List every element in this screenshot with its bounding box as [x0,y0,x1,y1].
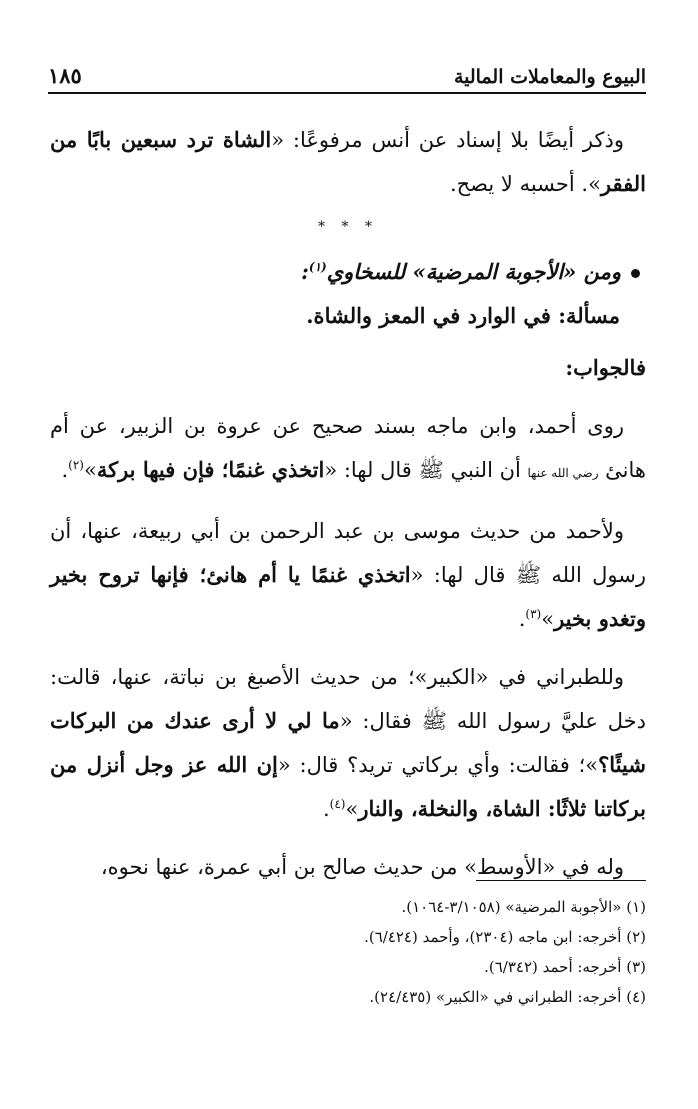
paragraph-3: ولأحمد من حديث موسى بن عبد الرحمن بن أبي ربيعة، عنها، أن رسول الله ﷺ قال لها: «اتخذي غنمًا يا أم هانئ؛ فإنها تروح بخير وتغدو بخير»$^{(٣)}$. [50,519,647,631]
hadith-quote: ما لي لا أرى عندك من البركات شيئًا؟ [50,708,646,777]
footnote-ref: (١) [308,260,327,274]
paragraph-1 [50,118,646,206]
honorific: ﷺ [421,709,448,733]
footnote-separator [476,880,646,881]
paragraph-4: وللطبراني في «الكبير»؛ من حديث الأصبغ بن نباتة، عنها، قالت: دخل عليَّ رسول الله ﷺ فقال: «ما لي لا أرى عندك من البركات شيئًا؟»؛ فقالت: وأي بركاتي تريد؟ قال: «إن الله عز وجل أنزل من بركاتنا ثلاثًا: الشاة، والنخلة، والنار»$^{(٤)}$. [50,665,646,821]
honorific: ﷺ [418,458,444,482]
text-span: ومن «الأجوبة المرضية» للسخاوي [326,259,621,284]
text-span: وللطبراني في «الكبير»؛ من حديث الأصبغ بن نباتة، عنها، قالت: دخل عليَّ رسول الله [50,665,646,733]
footnote-2: (٢) أخرجه: ابن ماجه (٢٣٠٤)، وأحمد (٦/٤٢٤). [364,928,646,946]
bullet-icon [631,269,640,278]
text-span: » [541,607,555,631]
text-span: قال لها: « [410,563,516,587]
footnote-1: (١) «الأجوبة المرضية» (٣/١٠٥٨-١٠٦٤). [401,898,646,916]
paragraph-2: روى أحمد، وابن ماجه بسند صحيح عن عروة بن الزبير، عن أم هانئ رضي الله عنها أن النبي ﷺ قال لها: «اتخذي غنمًا؛ فإن فيها بركة»$^{(٢)}$. [50,414,646,482]
hadith-quote: اتخذي غنمًا؛ فإن فيها بركة [96,457,325,482]
page-number: ١٨٥ [48,63,82,88]
text-span: فقال: « [339,709,422,733]
footnote-ref: (٤) [329,797,346,811]
issue-heading: مسألة: في الوارد في المعز والشاة. [306,303,620,328]
footnote-3: (٣) أخرجه: أحمد (٦/٣٤٢). [484,958,646,976]
paragraph-5: وله في «الأوسط» من حديث صالح بن أبي عمرة، عنها نحوه، [100,855,624,879]
text-span: ولأحمد من حديث موسى بن عبد الرحمن بن أبي ربيعة، عنها، أن رسول الله [50,519,647,587]
header-title: البيوع والمعاملات المالية [453,66,646,88]
section-separator: * * * [318,219,378,235]
text-span: » [83,458,97,482]
text-span: روى أحمد، وابن ماجه بسند صحيح عن عروة بن الزبير، عن أم هانئ [50,414,646,482]
text-span: قال لها: « [324,458,419,482]
text-span: ». أحسبه لا يصح. [449,172,601,196]
honorific: ﷺ [515,563,542,587]
footnotes [50,892,646,1012]
running-header [48,58,646,94]
text-span: أن النبي [443,458,528,482]
main-text [50,118,646,889]
hadith-quote: إن الله عز وجل أنزل من بركاتنا ثلاثًا: الشاة، والنخلة، والنار [50,752,646,821]
footnote-4: (٤) أخرجه: الطبراني في «الكبير» (٢٤/٤٣٥). [369,988,646,1006]
honorific: رضي الله عنها [527,466,599,480]
footnote-ref: (٣) [525,607,542,621]
text-span: : [301,259,309,284]
text-span: »؛ فقالت: وأي بركاتي تريد؟ قال: « [277,753,599,777]
text-span: وذكر أيضًا بلا إسناد عن أنس مرفوعًا: « [271,128,624,152]
bullet-heading [50,250,646,294]
footnote-ref: (٢) [68,458,84,472]
hadith-quote: الشاة ترد سبعين بابًا من الفقر [50,127,646,196]
hadith-quote: اتخذي غنمًا يا أم هانئ؛ فإنها تروح بخير وتغدو بخير [50,562,646,631]
answer-heading: فالجواب: [565,355,646,380]
text-span: » [345,797,359,821]
